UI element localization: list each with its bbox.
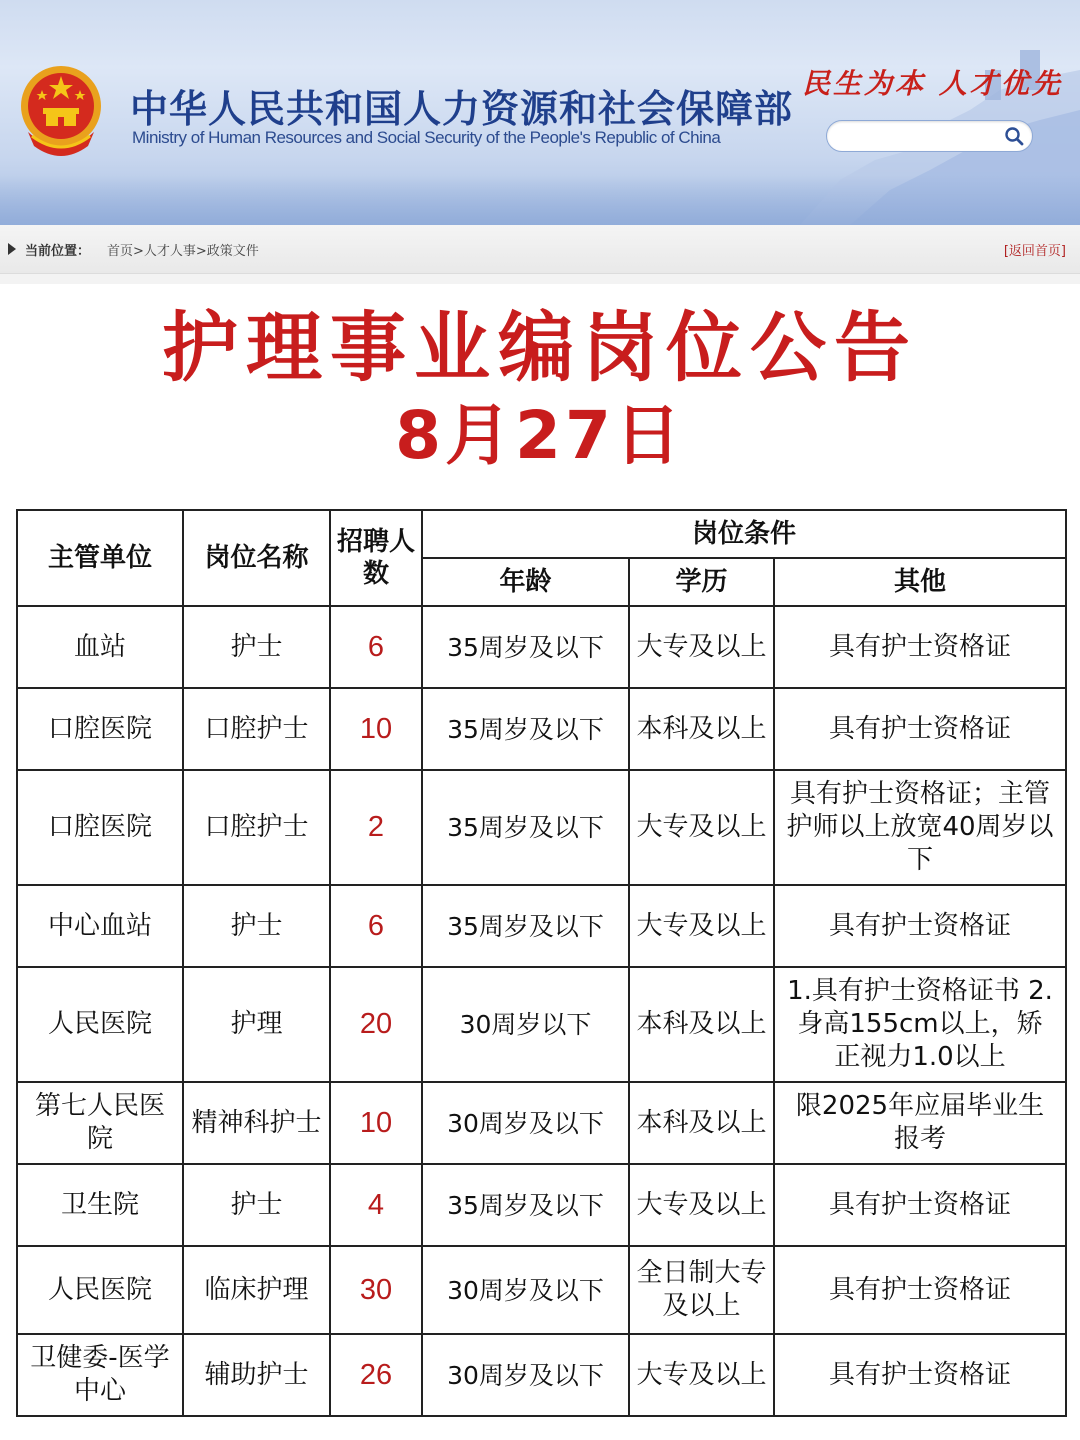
cell-position: 精神科护士 (183, 1082, 330, 1164)
cell-count: 2 (330, 770, 422, 885)
table-row (17, 1334, 1066, 1416)
breadcrumb (0, 225, 1080, 274)
cell-position: 护士 (183, 1164, 330, 1246)
cell-unit: 口腔医院 (17, 688, 183, 770)
breadcrumb-label: 当前位置： (25, 244, 91, 259)
header-age: 年龄 (422, 558, 629, 606)
header-conditions: 岗位条件 (422, 510, 1066, 558)
cell-unit: 第七人民医院 (17, 1082, 183, 1164)
cell-other: 具有护士资格证 (774, 885, 1066, 967)
search-icon[interactable] (1004, 126, 1024, 146)
cell-age: 35周岁及以下 (422, 1164, 629, 1246)
cell-education: 大专及以上 (629, 885, 774, 967)
cell-count: 30 (330, 1246, 422, 1334)
cell-count: 4 (330, 1164, 422, 1246)
table-row (17, 1246, 1066, 1334)
breadcrumb-arrow-icon (8, 243, 16, 255)
cell-unit: 卫健委-医学中心 (17, 1334, 183, 1416)
cell-other: 具有护士资格证 (774, 1164, 1066, 1246)
cell-position: 口腔护士 (183, 770, 330, 885)
cell-unit: 卫生院 (17, 1164, 183, 1246)
cell-age: 30周岁及以下 (422, 1334, 629, 1416)
slogan: 民生为本 人才优先 (802, 67, 1063, 100)
table-row (17, 606, 1066, 688)
header-position: 岗位名称 (183, 510, 330, 606)
table-row (17, 885, 1066, 967)
cell-unit: 人民医院 (17, 967, 183, 1082)
table-row (17, 967, 1066, 1082)
back-home-link[interactable]: [返回首页] (1003, 244, 1066, 259)
table-row (17, 688, 1066, 770)
table-row (17, 1164, 1066, 1246)
cell-education: 本科及以上 (629, 1082, 774, 1164)
cell-education: 本科及以上 (629, 967, 774, 1082)
cell-other: 具有护士资格证 (774, 606, 1066, 688)
cell-other: 具有护士资格证 (774, 1334, 1066, 1416)
notice-date: 8月27日 (395, 397, 685, 474)
cell-position: 口腔护士 (183, 688, 330, 770)
cell-other: 具有护士资格证 (774, 1246, 1066, 1334)
header-other: 其他 (774, 558, 1066, 606)
cell-other: 具有护士资格证 (774, 688, 1066, 770)
ministry-name-en: Ministry of Human Resources and Social Security of the People's Republic of China (132, 128, 721, 147)
cell-education: 大专及以上 (629, 606, 774, 688)
cell-count: 10 (330, 688, 422, 770)
cell-unit: 血站 (17, 606, 183, 688)
cell-age: 35周岁及以下 (422, 885, 629, 967)
cell-count: 10 (330, 1082, 422, 1164)
positions-table (16, 509, 1067, 1417)
cell-education: 大专及以上 (629, 1164, 774, 1246)
site-banner (0, 0, 1080, 225)
cell-education: 本科及以上 (629, 688, 774, 770)
cell-unit: 中心血站 (17, 885, 183, 967)
cell-other: 1.具有护士资格证书 2.身高155cm以上，矫正视力1.0以上 (774, 967, 1066, 1082)
search-input[interactable] (826, 120, 1033, 152)
header-unit: 主管单位 (17, 510, 183, 606)
cell-position: 护士 (183, 606, 330, 688)
notice-title: 护理事业编岗位公告 (162, 303, 918, 392)
cell-age: 35周岁及以下 (422, 688, 629, 770)
cell-age: 35周岁及以下 (422, 770, 629, 885)
cell-position: 护理 (183, 967, 330, 1082)
cell-education: 全日制大专及以上 (629, 1246, 774, 1334)
cell-count: 20 (330, 967, 422, 1082)
ministry-name-cn: 中华人民共和国人力资源和社会保障部 (130, 87, 794, 131)
cell-education: 大专及以上 (629, 770, 774, 885)
cell-unit: 人民医院 (17, 1246, 183, 1334)
table-row (17, 770, 1066, 885)
header-count: 招聘人数 (330, 510, 422, 606)
cell-age: 35周岁及以下 (422, 606, 629, 688)
breadcrumb-path-link[interactable]: 首页>人才人事>政策文件 (107, 244, 259, 259)
cell-position: 辅助护士 (183, 1334, 330, 1416)
table-row (17, 1082, 1066, 1164)
cell-count: 26 (330, 1334, 422, 1416)
cell-count: 6 (330, 606, 422, 688)
cell-position: 护士 (183, 885, 330, 967)
cell-age: 30周岁及以下 (422, 1082, 629, 1164)
cell-unit: 口腔医院 (17, 770, 183, 885)
cell-age: 30周岁以下 (422, 967, 629, 1082)
cell-position: 临床护理 (183, 1246, 330, 1334)
cell-age: 30周岁及以下 (422, 1246, 629, 1334)
cell-other: 限2025年应届毕业生报考 (774, 1082, 1066, 1164)
header-education: 学历 (629, 558, 774, 606)
cell-other: 具有护士资格证；主管护师以上放宽40周岁以下 (774, 770, 1066, 885)
national-emblem-icon (18, 62, 104, 162)
cell-education: 大专及以上 (629, 1334, 774, 1416)
cell-count: 6 (330, 885, 422, 967)
